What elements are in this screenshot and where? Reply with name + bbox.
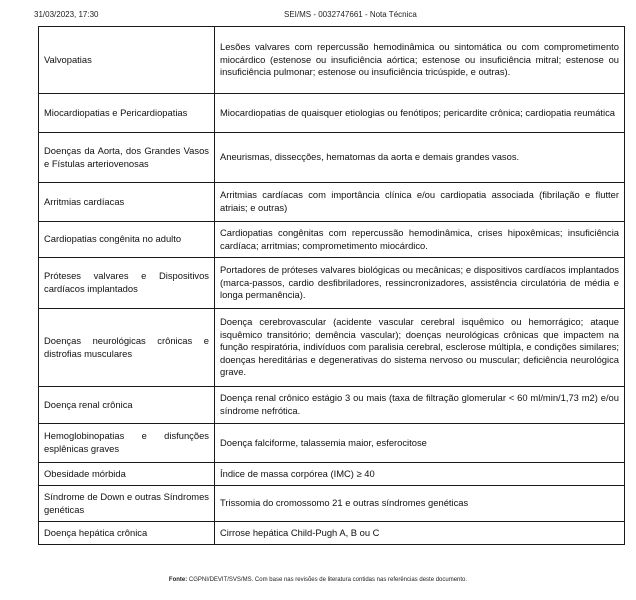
table-row	[39, 424, 625, 463]
description-cell: Índice de massa corpórea (IMC) ≥ 40	[215, 463, 625, 486]
description-cell: Cirrose hepática Child-Pugh A, B ou C	[215, 522, 625, 545]
condition-cell: Arritmias cardíacas	[39, 183, 215, 222]
table-row	[39, 183, 625, 222]
description-cell: Doença cerebrovascular (acidente vascular cerebral isquêmico ou hemorrágico; ataque isquêmico transitório; demência vascular); doenças neurológicas crônicas que impactem na função respiratória, indivíduos com paralisia cerebral, esclerose múltipla, e condições similares; doenças hereditárias e degenerativas do sistema nervoso ou muscular; deficiência neurológica grave.	[215, 309, 625, 387]
table-row	[39, 486, 625, 522]
condition-cell: Obesidade mórbida	[39, 463, 215, 486]
description-cell: Cardiopatias congênitas com repercussão hemodinâmica, crises hipoxêmicas; insuficiência cardíaca; arritmias; comprometimento miocárdico.	[215, 222, 625, 258]
table-row	[39, 387, 625, 424]
source-footnote	[0, 577, 636, 583]
document-title: SEI/MS - 0032747661 - Nota Técnica	[284, 10, 417, 19]
table-row	[39, 133, 625, 183]
condition-cell: Próteses valvares e Dispositivos cardíacos implantados	[39, 258, 215, 309]
condition-cell: Doença hepática crônica	[39, 522, 215, 545]
table-row	[39, 94, 625, 133]
table-row	[39, 27, 625, 94]
condition-cell: Cardiopatias congênita no adulto	[39, 222, 215, 258]
condition-cell: Valvopatias	[39, 27, 215, 94]
condition-cell: Doenças da Aorta, dos Grandes Vasos e Fístulas arteriovenosas	[39, 133, 215, 183]
condition-cell: Miocardiopatias e Pericardiopatias	[39, 94, 215, 133]
condition-cell: Doença renal crônica	[39, 387, 215, 424]
footnote-label: Fonte:	[168, 577, 188, 583]
table-row	[39, 309, 625, 387]
table-row	[39, 463, 625, 486]
description-cell: Miocardiopatias de quaisquer etiologias ou fenótipos; pericardite crônica; cardiopatia reumática	[215, 94, 625, 133]
condition-cell: Síndrome de Down e outras Síndromes genéticas	[39, 486, 215, 522]
table-row	[39, 222, 625, 258]
condition-cell: Hemoglobinopatias e disfunções esplênicas graves	[39, 424, 215, 463]
description-cell: Arritmias cardíacas com importância clínica e/ou cardiopatia associada (fibrilação e flutter atriais; e outras)	[215, 183, 625, 222]
description-cell: Trissomia do cromossomo 21 e outras síndromes genéticas	[215, 486, 625, 522]
comorbidities-table	[38, 26, 625, 545]
footnote-text: CGPNI/DEVIT/SVS/MS. Com base nas revisões de literatura contidas nas referências deste documento.	[188, 577, 468, 583]
description-cell: Lesões valvares com repercussão hemodinâmica ou sintomática ou com comprometimento miocárdico (estenose ou insuficiência aórtica; estenose ou insuficiência mitral; estenose ou insuficiência pulmonar; estenose ou insuficiência tricúspide, e outras).	[215, 27, 625, 94]
description-cell: Doença falciforme, talassemia maior, esferocitose	[215, 424, 625, 463]
print-datetime: 31/03/2023, 17:30	[34, 10, 99, 19]
description-cell: Aneurismas, dissecções, hematomas da aorta e demais grandes vasos.	[215, 133, 625, 183]
print-header	[0, 6, 636, 20]
description-cell: Doença renal crônico estágio 3 ou mais (taxa de filtração glomerular < 60 ml/min/1,73 m2) e/ou síndrome nefrótica.	[215, 387, 625, 424]
table-row	[39, 522, 625, 545]
condition-cell: Doenças neurológicas crônicas e distrofias musculares	[39, 309, 215, 387]
description-cell: Portadores de próteses valvares biológicas ou mecânicas; e dispositivos cardíacos implantados (marca-passos, cardio desfibriladores, ressincronizadores, assistência circulatória de média e longa permanência).	[215, 258, 625, 309]
table-row	[39, 258, 625, 309]
